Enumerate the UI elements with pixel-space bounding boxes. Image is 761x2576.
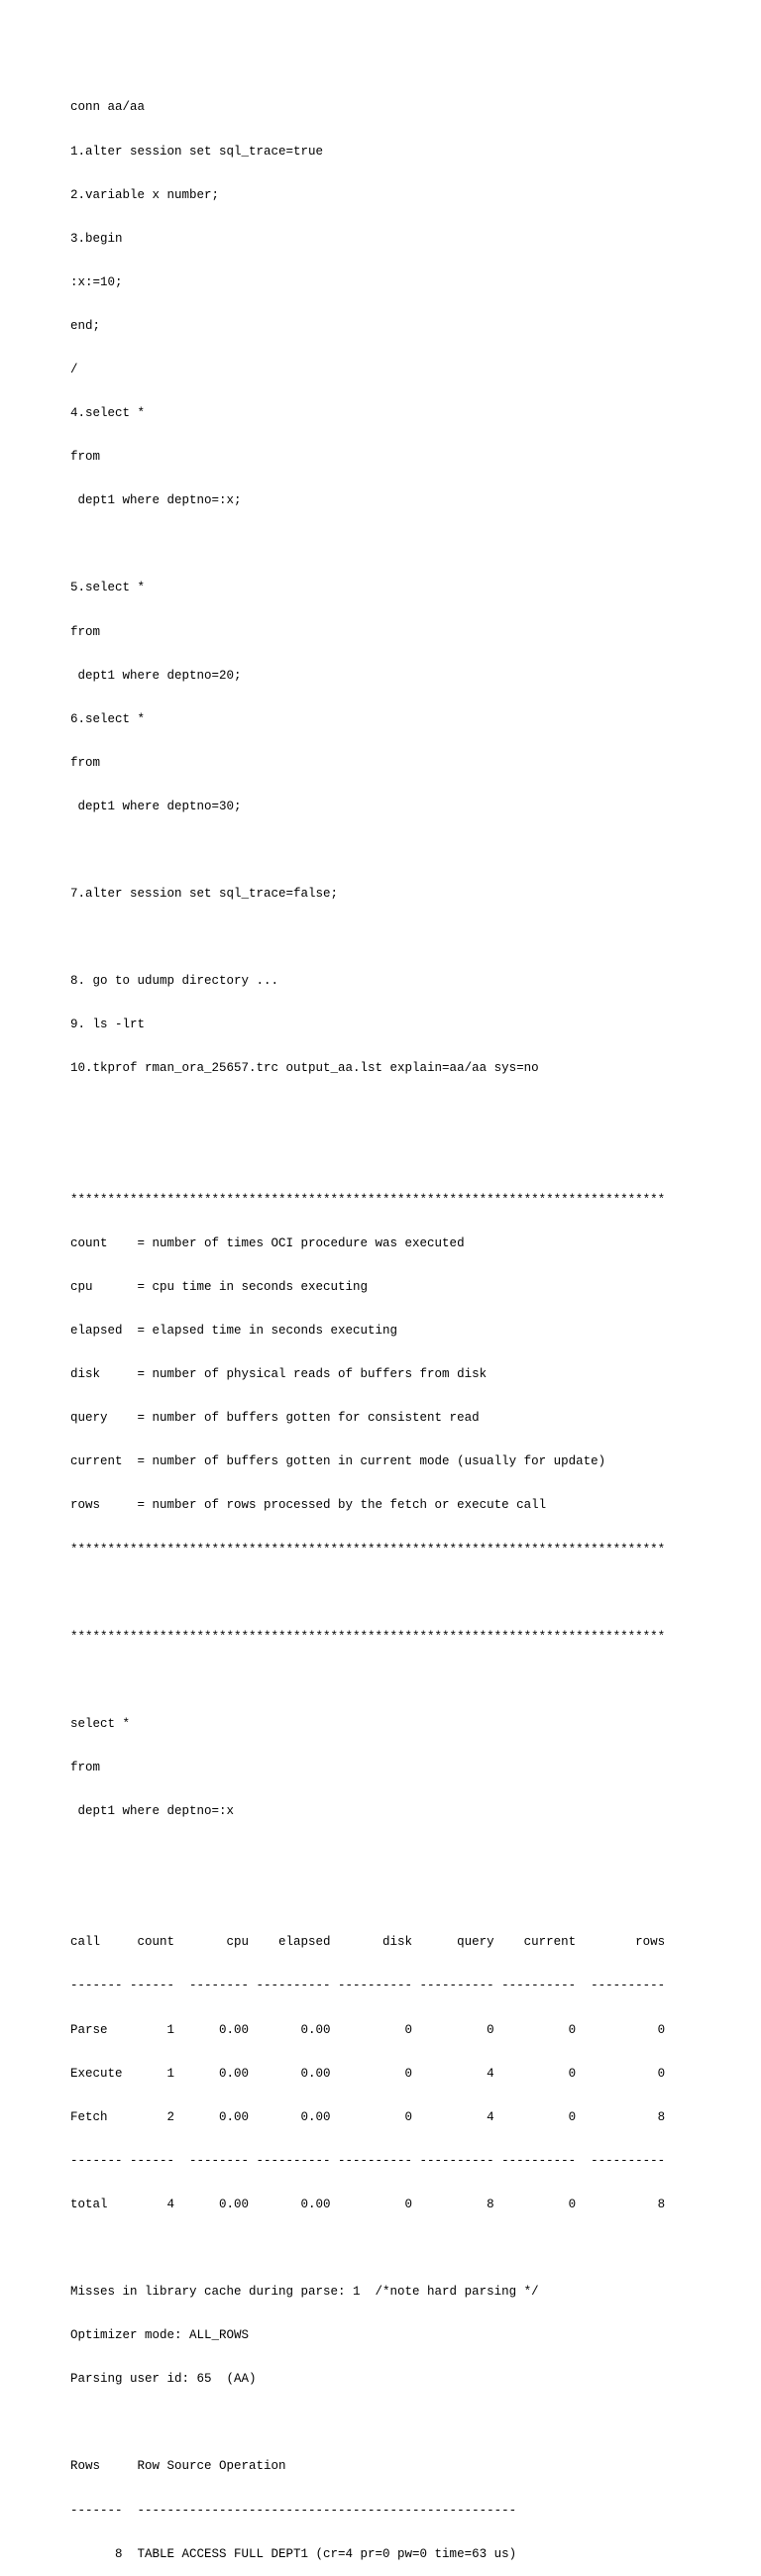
text-line: Misses in library cache during parse: 1 /*note hard parsing */ (70, 2285, 539, 2300)
text-line: 4.select * (70, 406, 146, 421)
text-line: select * (70, 1716, 131, 1731)
text-line: from (70, 755, 101, 770)
text-line (70, 1673, 665, 1688)
text-line (70, 930, 665, 945)
text-line: from (70, 450, 101, 465)
text-line: ******************************************************************************** (70, 1629, 666, 1644)
text-line: 2.variable x number; (70, 187, 220, 202)
text-line (70, 2415, 665, 2430)
text-line: dept1 where deptno=:x; (70, 493, 242, 508)
text-line: 10.tkprof rman_ora_25657.trc output_aa.lst explain=aa/aa sys=no (70, 1061, 539, 1076)
text-line: elapsed = elapsed time in seconds executing (70, 1324, 398, 1339)
text-line: 8. go to udump directory ... (70, 974, 279, 989)
text-line: from (70, 1760, 101, 1774)
text-line (70, 1848, 665, 1863)
text-line: 1.alter session set sql_trace=true (70, 144, 324, 159)
text-line: ******************************************************************************** (70, 1192, 666, 1207)
text-line (70, 537, 665, 552)
table-divider-line: ------- ------ -------- ---------- ---------- ---------- ---------- ---------- (70, 1979, 666, 1993)
table-row: Parse 1 0.00 0.00 0 0 0 0 (70, 2022, 666, 2037)
table-header-line: call count cpu elapsed disk query current rows (70, 1935, 666, 1950)
text-line: dept1 where deptno=20; (70, 668, 242, 683)
text-line: end; (70, 318, 101, 333)
text-line: ******************************************************************************** (70, 1542, 666, 1556)
table-divider-line: ------- ------ -------- ---------- ---------- ---------- ---------- ---------- (70, 2153, 666, 2168)
text-line: ------- --------------------------------------------------- (70, 2503, 517, 2518)
text-line: / (70, 362, 78, 376)
text-line: disk = number of physical reads of buffers from disk (70, 1367, 488, 1382)
text-line: 6.select * (70, 711, 146, 726)
text-line: Optimizer mode: ALL_ROWS (70, 2328, 250, 2343)
table-row: Execute 1 0.00 0.00 0 4 0 0 (70, 2066, 666, 2081)
text-line: :x:=10; (70, 274, 123, 289)
text-line (70, 1891, 665, 1906)
text-line: cpu = cpu time in seconds executing (70, 1279, 369, 1294)
table-total-row: total 4 0.00 0.00 0 8 0 8 (70, 2197, 666, 2211)
text-line (70, 1106, 665, 1121)
text-line: rows = number of rows processed by the fetch or execute call (70, 1498, 547, 1513)
text-line: from (70, 624, 101, 639)
document-text (70, 71, 665, 2576)
text-line: Rows Row Source Operation (70, 2459, 286, 2474)
text-line: 9. ls -lrt (70, 1018, 146, 1032)
table-row: Fetch 2 0.00 0.00 0 4 0 8 (70, 2109, 666, 2124)
text-line: 5.select * (70, 581, 146, 595)
text-line: dept1 where deptno=30; (70, 799, 242, 813)
text-line: dept1 where deptno=:x (70, 1804, 235, 1819)
text-line: conn aa/aa (70, 100, 146, 115)
text-line (70, 1149, 665, 1164)
text-line (70, 1586, 665, 1601)
text-line: count = number of times OCI procedure was executed (70, 1235, 465, 1250)
text-line: 3.begin (70, 231, 123, 246)
text-line: 8 TABLE ACCESS FULL DEPT1 (cr=4 pr=0 pw=0 time=63 us) (70, 2546, 517, 2561)
text-line (70, 843, 665, 858)
text-line: Parsing user id: 65 (AA) (70, 2372, 257, 2387)
text-line (70, 2241, 665, 2256)
text-line: current = number of buffers gotten in current mode (usually for update) (70, 1454, 606, 1469)
text-line: 7.alter session set sql_trace=false; (70, 887, 339, 902)
text-line: query = number of buffers gotten for consistent read (70, 1411, 480, 1426)
